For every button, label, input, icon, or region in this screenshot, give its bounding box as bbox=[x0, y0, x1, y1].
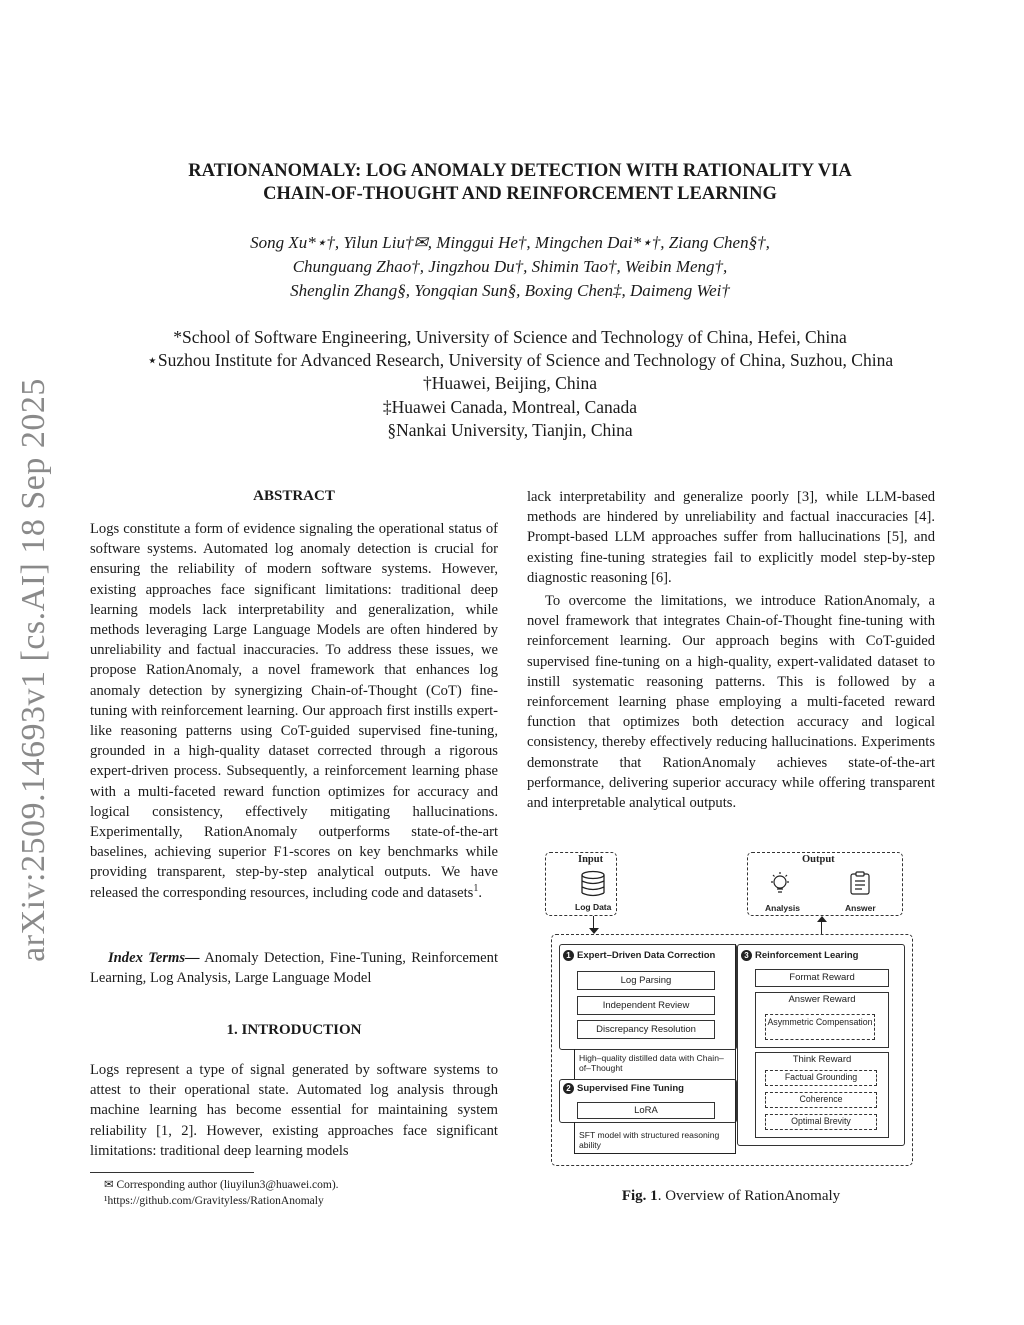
optimal-brevity: Optimal Brevity bbox=[765, 1114, 877, 1130]
arrow-output-up bbox=[821, 922, 822, 934]
caption-label: Fig. 1 bbox=[621, 1188, 658, 1204]
footnote-corresponding: ✉ Corresponding author (liuyilun3@huawei.com). bbox=[104, 1179, 339, 1191]
affiliation-3: †Huawei, Beijing, China bbox=[422, 373, 597, 393]
format-reward: Format Reward bbox=[755, 969, 889, 987]
arrow-to-stage3-h bbox=[574, 1153, 736, 1154]
arxiv-sidebar bbox=[12, 380, 56, 960]
affiliation-2: ⋆Suzhou Institute for Advanced Research, University of Science and Technology of China, Suzhou, China bbox=[146, 350, 894, 370]
figure-caption bbox=[527, 1188, 935, 1205]
database-icon bbox=[579, 870, 607, 898]
abstract-heading: ABSTRACT bbox=[253, 488, 335, 504]
index-terms-text: Anomaly Detection, Fine-Tuning, Reinforcement Learning, Log Analysis, Large Language Model bbox=[90, 950, 498, 987]
right-para-1: lack interpretability and generalize poorly [3], while LLM-based methods are hindered by unreliability and factual inaccuracies [4]. Prompt-based LLM approaches suffer from hallucinations [5], and existing fine-tuning strategies fail to explicitly model step-by-step diagnostic reasoning [6]. bbox=[527, 489, 935, 586]
paper-title-line2: CHAIN-OF-THOUGHT AND REINFORCEMENT LEARNING bbox=[263, 184, 777, 204]
affiliation-4: ‡Huawei Canada, Montreal, Canada bbox=[382, 397, 638, 417]
coherence: Coherence bbox=[765, 1092, 877, 1108]
right-column-text bbox=[527, 487, 935, 813]
index-terms-label: Index Terms— bbox=[108, 950, 200, 966]
stage1-title bbox=[563, 950, 715, 961]
authors-line2: Chunguang Zhao†, Jingzhou Du†, Shimin Tao†, Weibin Meng†, bbox=[292, 257, 728, 276]
step-lora: LoRA bbox=[577, 1102, 715, 1119]
abstract-text: Logs constitute a form of evidence signaling the operational status of software systems. Automated log anomaly detection is crucial for ensuring the reliability of modern software systems. However, existing approaches face significant limitations: traditional deep learning models lack interpretability and generalization, while methods leveraging Large Language Models are often hindered by unreliability and factual inaccuracies. To address these issues, we propose RationAnomaly, a novel framework that enhances log anomaly detection by synergizing Chain-of-Thought (CoT) fine-tuning with reinforcement learning. Our approach first instills expert-like reasoning patterns using CoT-guided supervised fine-tuning, grounded in a high-quality dataset corrected through a rigorous expert-driven process. Subsequently, a reinforcement learning phase with a multi-faceted reward function optimizes for accuracy and logical consistency, effectively mitigating hallucinations. Experimentally, RationAnomaly outperforms state-of-the-art baselines, achieving superior F1-scores on key benchmarks while providing transparent, step-by-step analytical outputs. We have released the corresponding resources, including code and datasets bbox=[90, 521, 498, 901]
think-reward-label: Think Reward bbox=[792, 1054, 852, 1065]
paper-title-line1: RATIONANOMALY: LOG ANOMALY DETECTION WITH RATIONALITY VIA bbox=[188, 161, 852, 181]
step-discrepancy-resolution: Discrepancy Resolution bbox=[577, 1020, 715, 1039]
stage2-number: 2 bbox=[563, 1083, 574, 1094]
footnote-mark: 1 bbox=[473, 882, 479, 894]
arrow-stage1-stage2 bbox=[574, 1049, 575, 1079]
figure-overview bbox=[545, 848, 915, 1170]
stage1-title-text: Expert–Driven Data Correction bbox=[577, 950, 716, 962]
sft-model-note: SFT model with structured reasoning ability bbox=[579, 1130, 720, 1150]
step-independent-review: Independent Review bbox=[577, 996, 715, 1015]
input-label: Input bbox=[578, 854, 604, 865]
abstract-end: . bbox=[478, 884, 483, 901]
introduction-text: Logs represent a type of signal generated by software systems to attest to their operational state. Automated log analysis through machine learning has become essential for maintaining system reliability [1, 2]. However, existing approaches face significant limitations: traditional deep learning models bbox=[90, 1062, 498, 1159]
arrow-to-stage3-v bbox=[735, 944, 736, 1154]
step-log-parsing: Log Parsing bbox=[577, 971, 715, 990]
introduction-heading: 1. INTRODUCTION bbox=[226, 1022, 362, 1038]
affiliation-1: *School of Software Engineering, University of Science and Technology of China, Hefei, China bbox=[173, 327, 847, 347]
lightbulb-icon bbox=[767, 870, 793, 896]
introduction-body bbox=[90, 1060, 498, 1161]
authors-line1: Song Xu*⋆†, Yilun Liu†✉, Minggui He†, Mingchen Dai*⋆†, Ziang Chen§†, bbox=[250, 233, 770, 252]
stage3-title-text: Reinforcement Learing bbox=[755, 950, 859, 962]
factual-grounding: Factual Grounding bbox=[765, 1070, 877, 1086]
answer-reward-label: Answer Reward bbox=[788, 994, 856, 1005]
footnote-url[interactable]: ¹https://github.com/Gravityless/RationAnomaly bbox=[104, 1195, 324, 1207]
caption-text: . Overview of RationAnomaly bbox=[657, 1188, 841, 1204]
output-label: Output bbox=[802, 854, 835, 865]
clipboard-icon bbox=[848, 870, 872, 896]
arrow-head-up bbox=[817, 916, 827, 922]
authors-line3: Shenglin Zhang§, Yongqian Sun§, Boxing Chen‡, Daimeng Wei† bbox=[290, 281, 730, 300]
stage3-number: 3 bbox=[741, 950, 752, 961]
arxiv-identifier: arXiv:2509.14693v1 [cs.AI] 18 Sep 2025 bbox=[15, 378, 52, 962]
affiliation-5: §Nankai University, Tianjin, China bbox=[387, 420, 633, 440]
asymmetric-compensation: Asymmetric Compensation bbox=[765, 1014, 875, 1040]
footnote-rule bbox=[90, 1172, 254, 1173]
analysis-label: Analysis bbox=[765, 903, 800, 913]
stage2-title-text: Supervised Fine Tuning bbox=[577, 1083, 684, 1095]
log-data-label: Log Data bbox=[575, 902, 612, 912]
index-terms bbox=[90, 948, 498, 988]
arrow-stage2-down bbox=[574, 1122, 575, 1154]
right-para-2: To overcome the limitations, we introduce RationAnomaly, a novel framework that integrates Chain-of-Thought fine-tuning with reinforcement learning. Our approach begins with CoT-guided supervised fine-tuning on a high-quality, expert-validated dataset to instill systematic reasoning patterns. This is followed by a reinforcement learning phase employing a multi-faceted reward function that optimizes both detection accuracy and logical consistency, thereby effectively reducing hallucinations. Experiments demonstrate that RationAnomaly achieves state-of-the-art performance, delivering superior accuracy while offering transparent and interpretable analytical outputs. bbox=[527, 593, 935, 812]
abstract-body bbox=[90, 519, 498, 903]
stage3-title bbox=[741, 950, 858, 961]
stage2-title bbox=[563, 1083, 684, 1094]
stage1-number: 1 bbox=[563, 950, 574, 961]
answer-label: Answer bbox=[845, 903, 876, 913]
distilled-data-note: High–quality distilled data with Chain–of–Thought bbox=[579, 1053, 724, 1073]
